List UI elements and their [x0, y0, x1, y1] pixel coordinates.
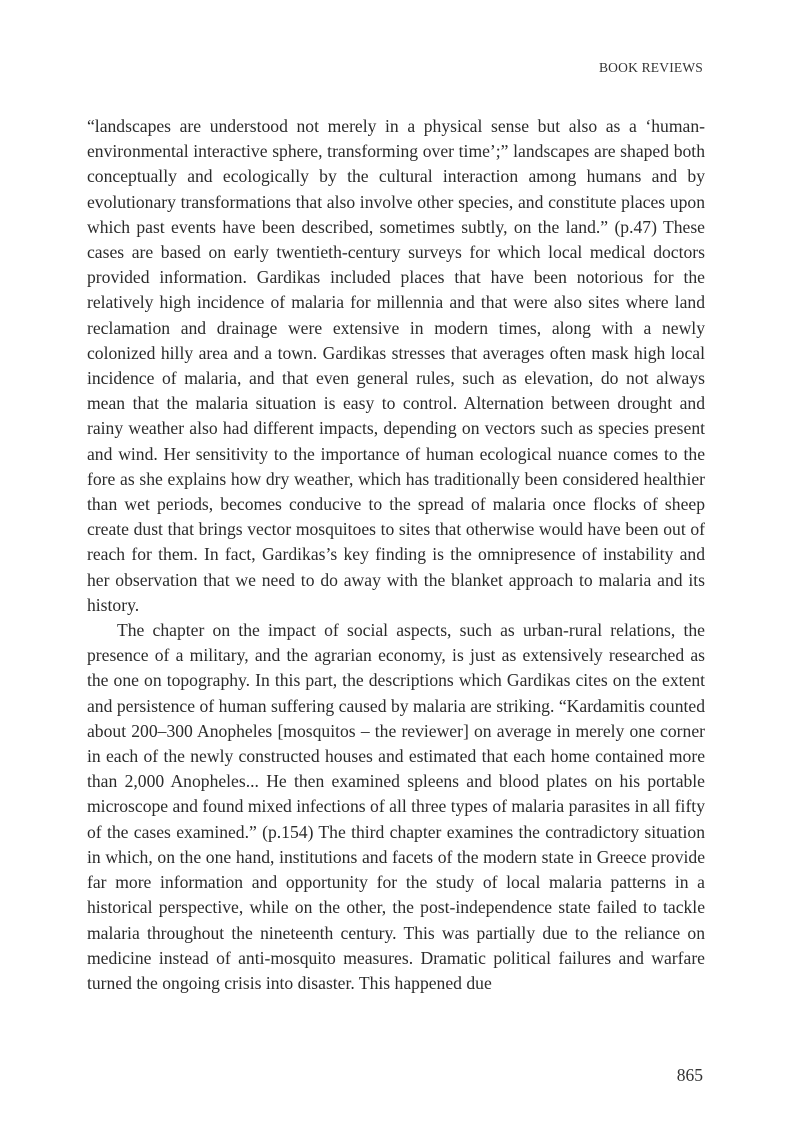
- page-number: 865: [676, 1065, 703, 1085]
- body-text: [87, 114, 705, 996]
- running-head: BOOK REVIEWS: [598, 60, 703, 75]
- paragraph: “landscapes are understood not merely in a physical sense but also as a ‘human-environmental interactive sphere, transforming over time’;” landscapes are shaped both conceptually and ecologically by the cultural interaction among humans and by evolutionary transformations that also involve other species, and constitute places upon which past events have been described, sometimes subtly, on the land.” (p.47) These cases are based on early twentieth-century surveys for which local medical doctors provided information. Gardikas included places that have been notorious for the relatively high incidence of malaria for millennia and that were also sites where land reclamation and drainage were extensive in modern times, along with a newly colonized hilly area and a town. Gardikas stresses that averages often mask high local incidence of malaria, and that even general rules, such as elevation, do not always mean that the malaria situation is easy to control. Alternation between drought and rainy weather also had different impacts, depending on vectors such as species present and wind. Her sensitivity to the importance of human ecological nuance comes to the fore as she explains how dry weather, which has traditionally been considered healthier than wet periods, becomes conducive to the spread of malaria once flocks of sheep create dust that brings vector mosquitoes to sites that otherwise would have been out of reach for them. In fact, Gardikas’s key finding is the omnipresence of instability and her observation that we need to do away with the blanket approach to malaria and its history.: [87, 116, 705, 615]
- paragraph: The chapter on the impact of social aspects, such as urban-rural relations, the presence of a military, and the agrarian economy, is just as extensively researched as the one on topography. In this part, the descriptions which Gardikas cites on the extent and persistence of human suffering caused by malaria are striking. “Kardamitis counted about 200–300 Anopheles [mosquitos – the reviewer] on average in merely one corner in each of the newly constructed houses and estimated that each home contained more than 2,000 Anopheles... He then examined spleens and blood plates on his portable microscope and found mixed infections of all three types of malaria parasites in all fifty of the cases examined.” (p.154) The third chapter examines the contradictory situation in which, on the one hand, institutions and facets of the modern state in Greece provide far more information and opportunity for the study of local malaria patterns in a historical perspective, while on the other, the post-independence state failed to tackle malaria throughout the nineteenth century. This was partially due to the reliance on medicine instead of anti-mosquito measures. Dramatic political failures and warfare turned the ongoing crisis into disaster. This happened due: [87, 620, 705, 993]
